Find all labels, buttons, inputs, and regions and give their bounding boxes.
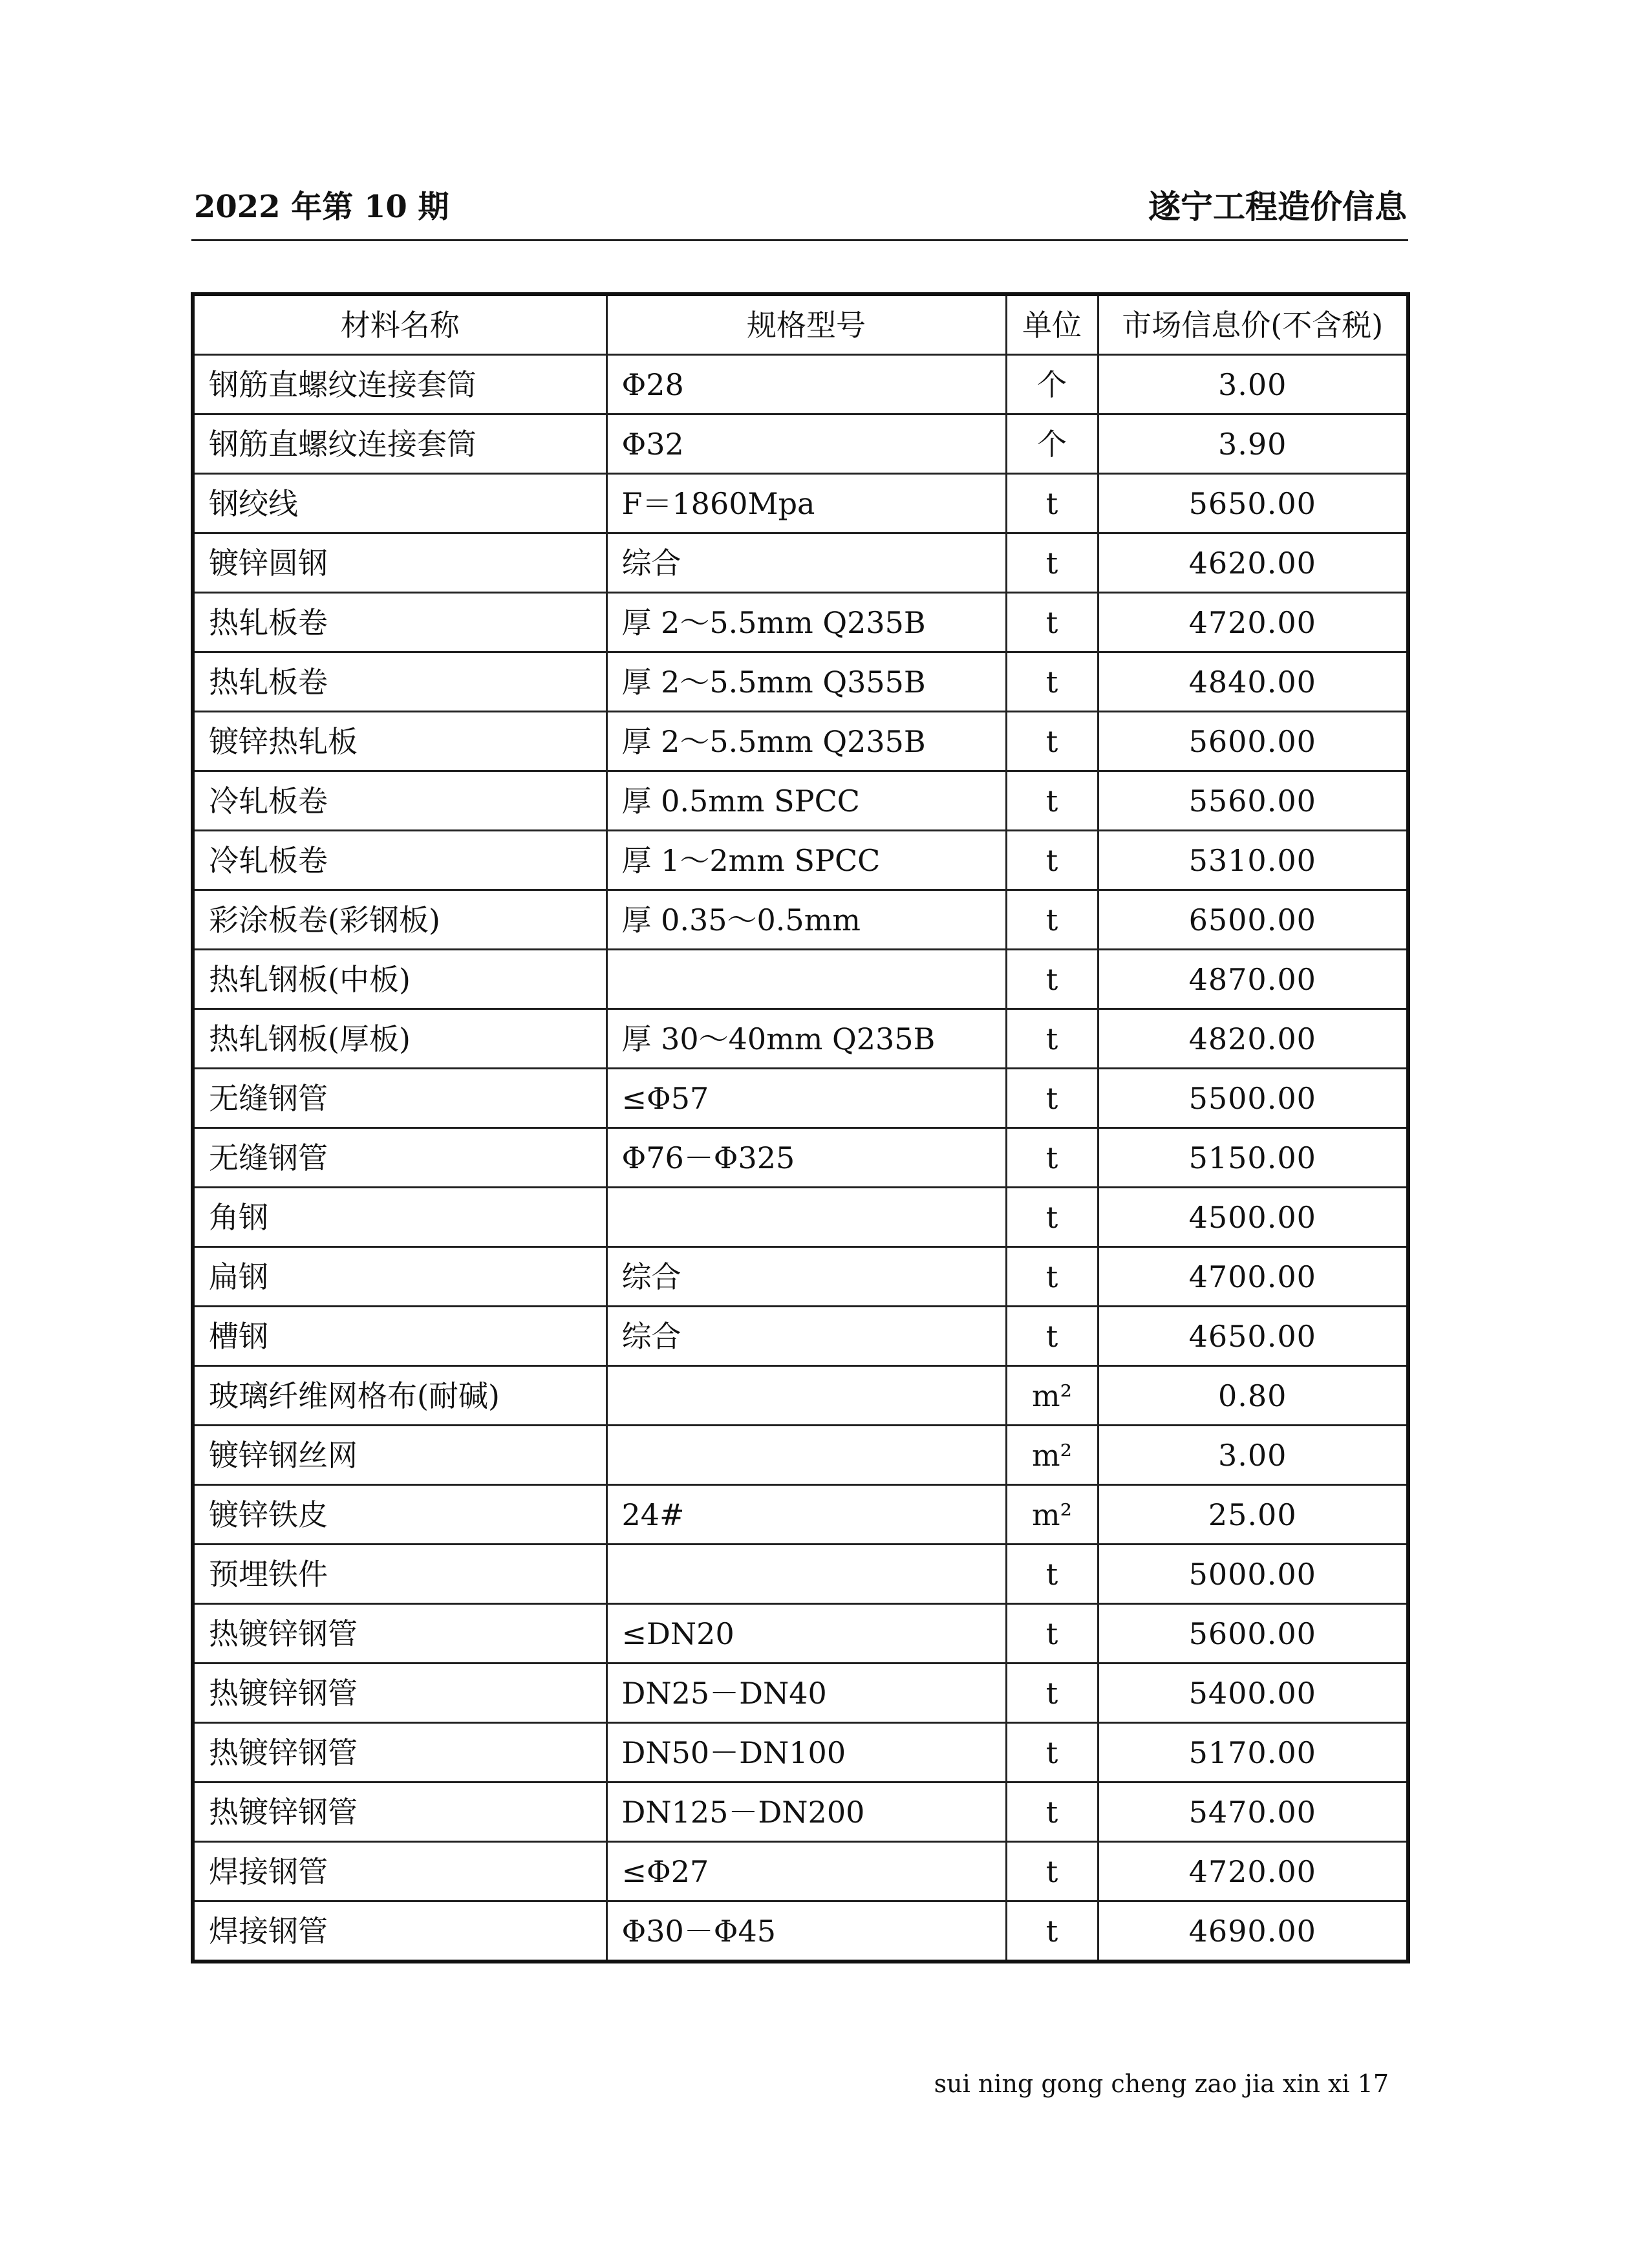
table-row: [193, 1307, 1408, 1366]
cell-unit: t: [1006, 890, 1098, 950]
cell-price: 5560.00: [1098, 771, 1408, 831]
table-row: [193, 712, 1408, 771]
cell-material-name: 钢筋直螺纹连接套筒: [193, 414, 606, 474]
cell-material-name: 热轧钢板(厚板): [193, 1009, 606, 1069]
cell-spec: Φ30－Φ45: [606, 1901, 1006, 1962]
table-row: [193, 1366, 1408, 1426]
cell-unit: t: [1006, 1307, 1098, 1366]
cell-material-name: 玻璃纤维网格布(耐碱): [193, 1366, 606, 1426]
table-row: [193, 1901, 1408, 1962]
cell-material-name: 槽钢: [193, 1307, 606, 1366]
cell-price: 4650.00: [1098, 1307, 1408, 1366]
publication-title: 遂宁工程造价信息: [1148, 187, 1407, 226]
table-row: [193, 771, 1408, 831]
cell-price: 6500.00: [1098, 890, 1408, 950]
cell-material-name: 钢绞线: [193, 474, 606, 533]
table-body: [193, 355, 1408, 1962]
table-row: [193, 1664, 1408, 1723]
cell-material-name: 冷轧板卷: [193, 771, 606, 831]
table-row: [193, 1842, 1408, 1901]
cell-unit: m²: [1006, 1366, 1098, 1426]
cell-material-name: 冷轧板卷: [193, 831, 606, 890]
issue-label: 2022 年第 10 期: [194, 189, 449, 225]
cell-price: 5400.00: [1098, 1664, 1408, 1723]
cell-unit: t: [1006, 1723, 1098, 1782]
cell-unit: t: [1006, 593, 1098, 652]
cell-price: 4870.00: [1098, 950, 1408, 1009]
cell-unit: t: [1006, 950, 1098, 1009]
cell-unit: t: [1006, 1545, 1098, 1604]
cell-price: 25.00: [1098, 1485, 1408, 1545]
cell-unit: t: [1006, 1188, 1098, 1247]
cell-material-name: 镀锌铁皮: [193, 1485, 606, 1545]
cell-price: 5150.00: [1098, 1128, 1408, 1188]
cell-material-name: 热镀锌钢管: [193, 1604, 606, 1664]
header-divider: [191, 239, 1408, 241]
cell-unit: m²: [1006, 1426, 1098, 1485]
table-row: [193, 1247, 1408, 1307]
cell-material-name: 热轧板卷: [193, 652, 606, 712]
cell-price: 5600.00: [1098, 712, 1408, 771]
cell-unit: t: [1006, 831, 1098, 890]
table-row: [193, 652, 1408, 712]
cell-spec: 厚 30～40mm Q235B: [606, 1009, 1006, 1069]
cell-price: 4720.00: [1098, 593, 1408, 652]
table-row: [193, 1426, 1408, 1485]
cell-unit: t: [1006, 1842, 1098, 1901]
cell-spec: DN125－DN200: [606, 1782, 1006, 1842]
cell-unit: t: [1006, 474, 1098, 533]
cell-material-name: 角钢: [193, 1188, 606, 1247]
cell-spec: Φ28: [606, 355, 1006, 414]
cell-price: 4700.00: [1098, 1247, 1408, 1307]
cell-unit: t: [1006, 712, 1098, 771]
cell-spec: 厚 2～5.5mm Q355B: [606, 652, 1006, 712]
cell-spec: 综合: [606, 533, 1006, 593]
cell-price: 4840.00: [1098, 652, 1408, 712]
table-row: [193, 355, 1408, 414]
cell-price: 5500.00: [1098, 1069, 1408, 1128]
cell-price: 3.90: [1098, 414, 1408, 474]
cell-price: 3.00: [1098, 355, 1408, 414]
cell-unit: t: [1006, 1664, 1098, 1723]
table-row: [193, 533, 1408, 593]
cell-spec: DN25－DN40: [606, 1664, 1006, 1723]
cell-unit: 个: [1006, 355, 1098, 414]
page-footer: sui ning gong cheng zao jia xin xi 17: [934, 2070, 1389, 2098]
table-row: [193, 831, 1408, 890]
cell-spec: ≤DN20: [606, 1604, 1006, 1664]
cell-spec: Φ76－Φ325: [606, 1128, 1006, 1188]
table-row: [193, 474, 1408, 533]
cell-spec: [606, 1366, 1006, 1426]
cell-material-name: 预埋铁件: [193, 1545, 606, 1604]
cell-spec: 综合: [606, 1247, 1006, 1307]
table-row: [193, 1069, 1408, 1128]
cell-material-name: 镀锌热轧板: [193, 712, 606, 771]
cell-unit: t: [1006, 1604, 1098, 1664]
cell-material-name: 热轧钢板(中板): [193, 950, 606, 1009]
cell-material-name: 镀锌圆钢: [193, 533, 606, 593]
cell-spec: 厚 1～2mm SPCC: [606, 831, 1006, 890]
cell-price: 0.80: [1098, 1366, 1408, 1426]
cell-spec: 24#: [606, 1485, 1006, 1545]
cell-unit: m²: [1006, 1485, 1098, 1545]
cell-material-name: 彩涂板卷(彩钢板): [193, 890, 606, 950]
cell-spec: [606, 950, 1006, 1009]
table-row: [193, 1128, 1408, 1188]
cell-spec: ≤Φ57: [606, 1069, 1006, 1128]
cell-price: 5600.00: [1098, 1604, 1408, 1664]
cell-unit: t: [1006, 771, 1098, 831]
cell-spec: Φ32: [606, 414, 1006, 474]
cell-spec: 厚 0.5mm SPCC: [606, 771, 1006, 831]
cell-spec: [606, 1426, 1006, 1485]
table-row: [193, 1188, 1408, 1247]
table-row: [193, 1485, 1408, 1545]
cell-unit: t: [1006, 1069, 1098, 1128]
column-header-name: 材料名称: [193, 294, 606, 355]
cell-spec: 综合: [606, 1307, 1006, 1366]
cell-material-name: 热镀锌钢管: [193, 1664, 606, 1723]
cell-price: 4720.00: [1098, 1842, 1408, 1901]
cell-price: 5310.00: [1098, 831, 1408, 890]
cell-unit: t: [1006, 1901, 1098, 1962]
cell-material-name: 热轧板卷: [193, 593, 606, 652]
cell-spec: [606, 1188, 1006, 1247]
column-header-unit: 单位: [1006, 294, 1098, 355]
cell-unit: t: [1006, 533, 1098, 593]
cell-spec: DN50－DN100: [606, 1723, 1006, 1782]
cell-material-name: 焊接钢管: [193, 1842, 606, 1901]
cell-unit: t: [1006, 1128, 1098, 1188]
table-row: [193, 593, 1408, 652]
cell-material-name: 钢筋直螺纹连接套筒: [193, 355, 606, 414]
cell-spec: 厚 0.35～0.5mm: [606, 890, 1006, 950]
cell-price: 3.00: [1098, 1426, 1408, 1485]
cell-material-name: 热镀锌钢管: [193, 1782, 606, 1842]
cell-unit: t: [1006, 1009, 1098, 1069]
table-row: [193, 950, 1408, 1009]
cell-unit: t: [1006, 1247, 1098, 1307]
table-header-row: [193, 294, 1408, 355]
table-row: [193, 414, 1408, 474]
cell-price: 4500.00: [1098, 1188, 1408, 1247]
cell-price: 5650.00: [1098, 474, 1408, 533]
cell-unit: t: [1006, 1782, 1098, 1842]
cell-unit: 个: [1006, 414, 1098, 474]
cell-price: 5000.00: [1098, 1545, 1408, 1604]
table-row: [193, 1545, 1408, 1604]
table-row: [193, 1009, 1408, 1069]
column-header-spec: 规格型号: [606, 294, 1006, 355]
material-price-table: [191, 292, 1410, 1963]
cell-material-name: 扁钢: [193, 1247, 606, 1307]
cell-spec: 厚 2～5.5mm Q235B: [606, 593, 1006, 652]
cell-spec: ≤Φ27: [606, 1842, 1006, 1901]
cell-price: 4620.00: [1098, 533, 1408, 593]
table-row: [193, 1782, 1408, 1842]
cell-spec: [606, 1545, 1006, 1604]
cell-material-name: 镀锌钢丝网: [193, 1426, 606, 1485]
cell-unit: t: [1006, 652, 1098, 712]
table-row: [193, 1723, 1408, 1782]
cell-spec: 厚 2～5.5mm Q235B: [606, 712, 1006, 771]
table-row: [193, 890, 1408, 950]
cell-material-name: 热镀锌钢管: [193, 1723, 606, 1782]
cell-price: 4820.00: [1098, 1009, 1408, 1069]
cell-material-name: 无缝钢管: [193, 1069, 606, 1128]
cell-price: 4690.00: [1098, 1901, 1408, 1962]
table-row: [193, 1604, 1408, 1664]
column-header-price: 市场信息价(不含税): [1098, 294, 1408, 355]
cell-spec: F＝1860Mpa: [606, 474, 1006, 533]
cell-material-name: 焊接钢管: [193, 1901, 606, 1962]
cell-price: 5170.00: [1098, 1723, 1408, 1782]
cell-price: 5470.00: [1098, 1782, 1408, 1842]
cell-material-name: 无缝钢管: [193, 1128, 606, 1188]
